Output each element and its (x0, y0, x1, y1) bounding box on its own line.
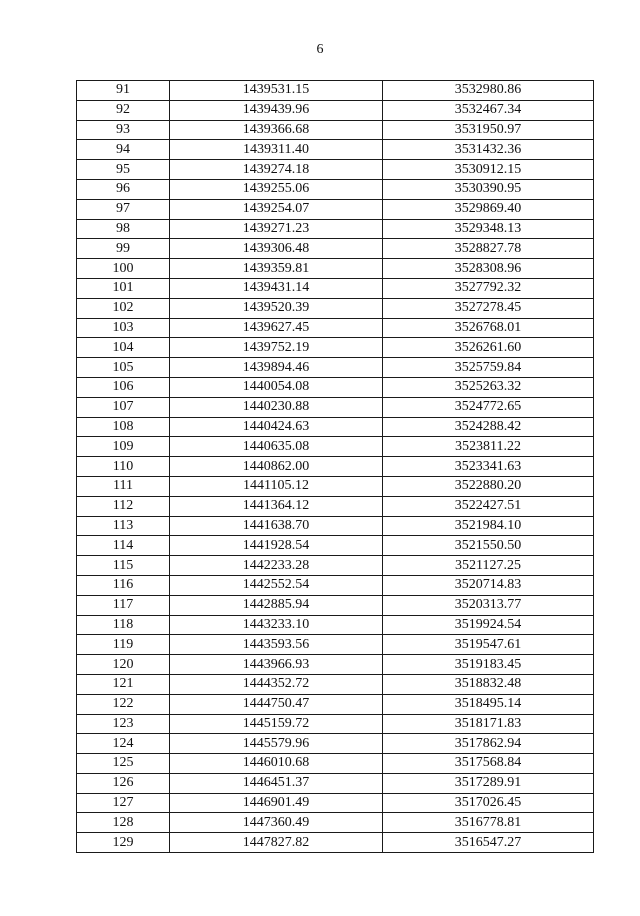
x-coordinate-cell: 1446451.37 (170, 773, 383, 793)
point-number-cell: 121 (77, 674, 170, 694)
x-coordinate-cell: 1439255.06 (170, 179, 383, 199)
table-row (77, 199, 594, 219)
y-coordinate-cell: 3525263.32 (383, 377, 594, 397)
x-coordinate-cell: 1439366.68 (170, 120, 383, 140)
table-row (77, 714, 594, 734)
y-coordinate-cell: 3523811.22 (383, 437, 594, 457)
table-row (77, 457, 594, 477)
x-coordinate-cell: 1440230.88 (170, 397, 383, 417)
x-coordinate-cell: 1443966.93 (170, 655, 383, 675)
point-number-cell: 91 (77, 81, 170, 101)
table-row (77, 81, 594, 101)
table-row (77, 615, 594, 635)
table-row (77, 694, 594, 714)
y-coordinate-cell: 3516778.81 (383, 813, 594, 833)
table-row (77, 278, 594, 298)
point-number-cell: 125 (77, 754, 170, 774)
x-coordinate-cell: 1439431.14 (170, 278, 383, 298)
y-coordinate-cell: 3520714.83 (383, 575, 594, 595)
point-number-cell: 109 (77, 437, 170, 457)
table-row (77, 160, 594, 180)
table-row (77, 655, 594, 675)
x-coordinate-cell: 1439311.40 (170, 140, 383, 160)
table-row (77, 120, 594, 140)
point-number-cell: 97 (77, 199, 170, 219)
x-coordinate-cell: 1443233.10 (170, 615, 383, 635)
page-number: 6 (316, 42, 324, 57)
point-number-cell: 129 (77, 833, 170, 853)
table-row (77, 536, 594, 556)
table-row (77, 239, 594, 259)
coordinates-table-body (77, 81, 594, 853)
table-row (77, 595, 594, 615)
point-number-cell: 118 (77, 615, 170, 635)
x-coordinate-cell: 1439306.48 (170, 239, 383, 259)
table-row (77, 575, 594, 595)
table-row (77, 734, 594, 754)
table-row (77, 496, 594, 516)
point-number-cell: 120 (77, 655, 170, 675)
table-row (77, 516, 594, 536)
table-row (77, 437, 594, 457)
x-coordinate-cell: 1447827.82 (170, 833, 383, 853)
x-coordinate-cell: 1446010.68 (170, 754, 383, 774)
point-number-cell: 102 (77, 298, 170, 318)
y-coordinate-cell: 3530912.15 (383, 160, 594, 180)
point-number-cell: 123 (77, 714, 170, 734)
point-number-cell: 100 (77, 259, 170, 279)
point-number-cell: 113 (77, 516, 170, 536)
x-coordinate-cell: 1445579.96 (170, 734, 383, 754)
table-row (77, 140, 594, 160)
table-row (77, 813, 594, 833)
table-row (77, 100, 594, 120)
x-coordinate-cell: 1447360.49 (170, 813, 383, 833)
point-number-cell: 117 (77, 595, 170, 615)
x-coordinate-cell: 1439359.81 (170, 259, 383, 279)
x-coordinate-cell: 1439520.39 (170, 298, 383, 318)
y-coordinate-cell: 3516547.27 (383, 833, 594, 853)
point-number-cell: 93 (77, 120, 170, 140)
x-coordinate-cell: 1440054.08 (170, 377, 383, 397)
y-coordinate-cell: 3532467.34 (383, 100, 594, 120)
point-number-cell: 101 (77, 278, 170, 298)
y-coordinate-cell: 3521550.50 (383, 536, 594, 556)
x-coordinate-cell: 1439894.46 (170, 358, 383, 378)
x-coordinate-cell: 1439752.19 (170, 338, 383, 358)
point-number-cell: 96 (77, 179, 170, 199)
table-row (77, 259, 594, 279)
x-coordinate-cell: 1440424.63 (170, 417, 383, 437)
y-coordinate-cell: 3526768.01 (383, 318, 594, 338)
point-number-cell: 112 (77, 496, 170, 516)
y-coordinate-cell: 3517568.84 (383, 754, 594, 774)
y-coordinate-cell: 3521127.25 (383, 556, 594, 576)
table-row (77, 773, 594, 793)
x-coordinate-cell: 1439531.15 (170, 81, 383, 101)
point-number-cell: 95 (77, 160, 170, 180)
x-coordinate-cell: 1445159.72 (170, 714, 383, 734)
table-row (77, 754, 594, 774)
point-number-cell: 126 (77, 773, 170, 793)
x-coordinate-cell: 1446901.49 (170, 793, 383, 813)
point-number-cell: 99 (77, 239, 170, 259)
y-coordinate-cell: 3525759.84 (383, 358, 594, 378)
table-row (77, 219, 594, 239)
y-coordinate-cell: 3519183.45 (383, 655, 594, 675)
table-row (77, 674, 594, 694)
x-coordinate-cell: 1440635.08 (170, 437, 383, 457)
point-number-cell: 128 (77, 813, 170, 833)
point-number-cell: 94 (77, 140, 170, 160)
y-coordinate-cell: 3518495.14 (383, 694, 594, 714)
table-row (77, 635, 594, 655)
point-number-cell: 110 (77, 457, 170, 477)
y-coordinate-cell: 3524288.42 (383, 417, 594, 437)
table-row (77, 793, 594, 813)
point-number-cell: 92 (77, 100, 170, 120)
y-coordinate-cell: 3518832.48 (383, 674, 594, 694)
x-coordinate-cell: 1440862.00 (170, 457, 383, 477)
x-coordinate-cell: 1444352.72 (170, 674, 383, 694)
y-coordinate-cell: 3526261.60 (383, 338, 594, 358)
y-coordinate-cell: 3530390.95 (383, 179, 594, 199)
table-row (77, 298, 594, 318)
y-coordinate-cell: 3517862.94 (383, 734, 594, 754)
point-number-cell: 116 (77, 575, 170, 595)
table-row (77, 556, 594, 576)
table-row (77, 476, 594, 496)
x-coordinate-cell: 1439271.23 (170, 219, 383, 239)
y-coordinate-cell: 3527792.32 (383, 278, 594, 298)
y-coordinate-cell: 3520313.77 (383, 595, 594, 615)
y-coordinate-cell: 3519924.54 (383, 615, 594, 635)
table-row (77, 338, 594, 358)
point-number-cell: 108 (77, 417, 170, 437)
point-number-cell: 104 (77, 338, 170, 358)
table-row (77, 377, 594, 397)
point-number-cell: 103 (77, 318, 170, 338)
x-coordinate-cell: 1442552.54 (170, 575, 383, 595)
point-number-cell: 114 (77, 536, 170, 556)
point-number-cell: 106 (77, 377, 170, 397)
y-coordinate-cell: 3517289.91 (383, 773, 594, 793)
y-coordinate-cell: 3529869.40 (383, 199, 594, 219)
y-coordinate-cell: 3531950.97 (383, 120, 594, 140)
x-coordinate-cell: 1439254.07 (170, 199, 383, 219)
x-coordinate-cell: 1439274.18 (170, 160, 383, 180)
point-number-cell: 127 (77, 793, 170, 813)
x-coordinate-cell: 1441928.54 (170, 536, 383, 556)
y-coordinate-cell: 3522880.20 (383, 476, 594, 496)
x-coordinate-cell: 1439627.45 (170, 318, 383, 338)
y-coordinate-cell: 3519547.61 (383, 635, 594, 655)
point-number-cell: 107 (77, 397, 170, 417)
x-coordinate-cell: 1444750.47 (170, 694, 383, 714)
y-coordinate-cell: 3529348.13 (383, 219, 594, 239)
y-coordinate-cell: 3532980.86 (383, 81, 594, 101)
x-coordinate-cell: 1441364.12 (170, 496, 383, 516)
y-coordinate-cell: 3521984.10 (383, 516, 594, 536)
table-row (77, 833, 594, 853)
x-coordinate-cell: 1442885.94 (170, 595, 383, 615)
x-coordinate-cell: 1441638.70 (170, 516, 383, 536)
point-number-cell: 119 (77, 635, 170, 655)
y-coordinate-cell: 3528308.96 (383, 259, 594, 279)
point-number-cell: 124 (77, 734, 170, 754)
y-coordinate-cell: 3528827.78 (383, 239, 594, 259)
y-coordinate-cell: 3518171.83 (383, 714, 594, 734)
point-number-cell: 105 (77, 358, 170, 378)
coordinates-table (76, 80, 594, 853)
y-coordinate-cell: 3522427.51 (383, 496, 594, 516)
table-row (77, 179, 594, 199)
table-row (77, 358, 594, 378)
table-row (77, 318, 594, 338)
x-coordinate-cell: 1439439.96 (170, 100, 383, 120)
point-number-cell: 111 (77, 476, 170, 496)
table-row (77, 397, 594, 417)
y-coordinate-cell: 3527278.45 (383, 298, 594, 318)
y-coordinate-cell: 3524772.65 (383, 397, 594, 417)
y-coordinate-cell: 3517026.45 (383, 793, 594, 813)
point-number-cell: 122 (77, 694, 170, 714)
x-coordinate-cell: 1443593.56 (170, 635, 383, 655)
y-coordinate-cell: 3531432.36 (383, 140, 594, 160)
y-coordinate-cell: 3523341.63 (383, 457, 594, 477)
point-number-cell: 115 (77, 556, 170, 576)
table-row (77, 417, 594, 437)
x-coordinate-cell: 1441105.12 (170, 476, 383, 496)
point-number-cell: 98 (77, 219, 170, 239)
x-coordinate-cell: 1442233.28 (170, 556, 383, 576)
